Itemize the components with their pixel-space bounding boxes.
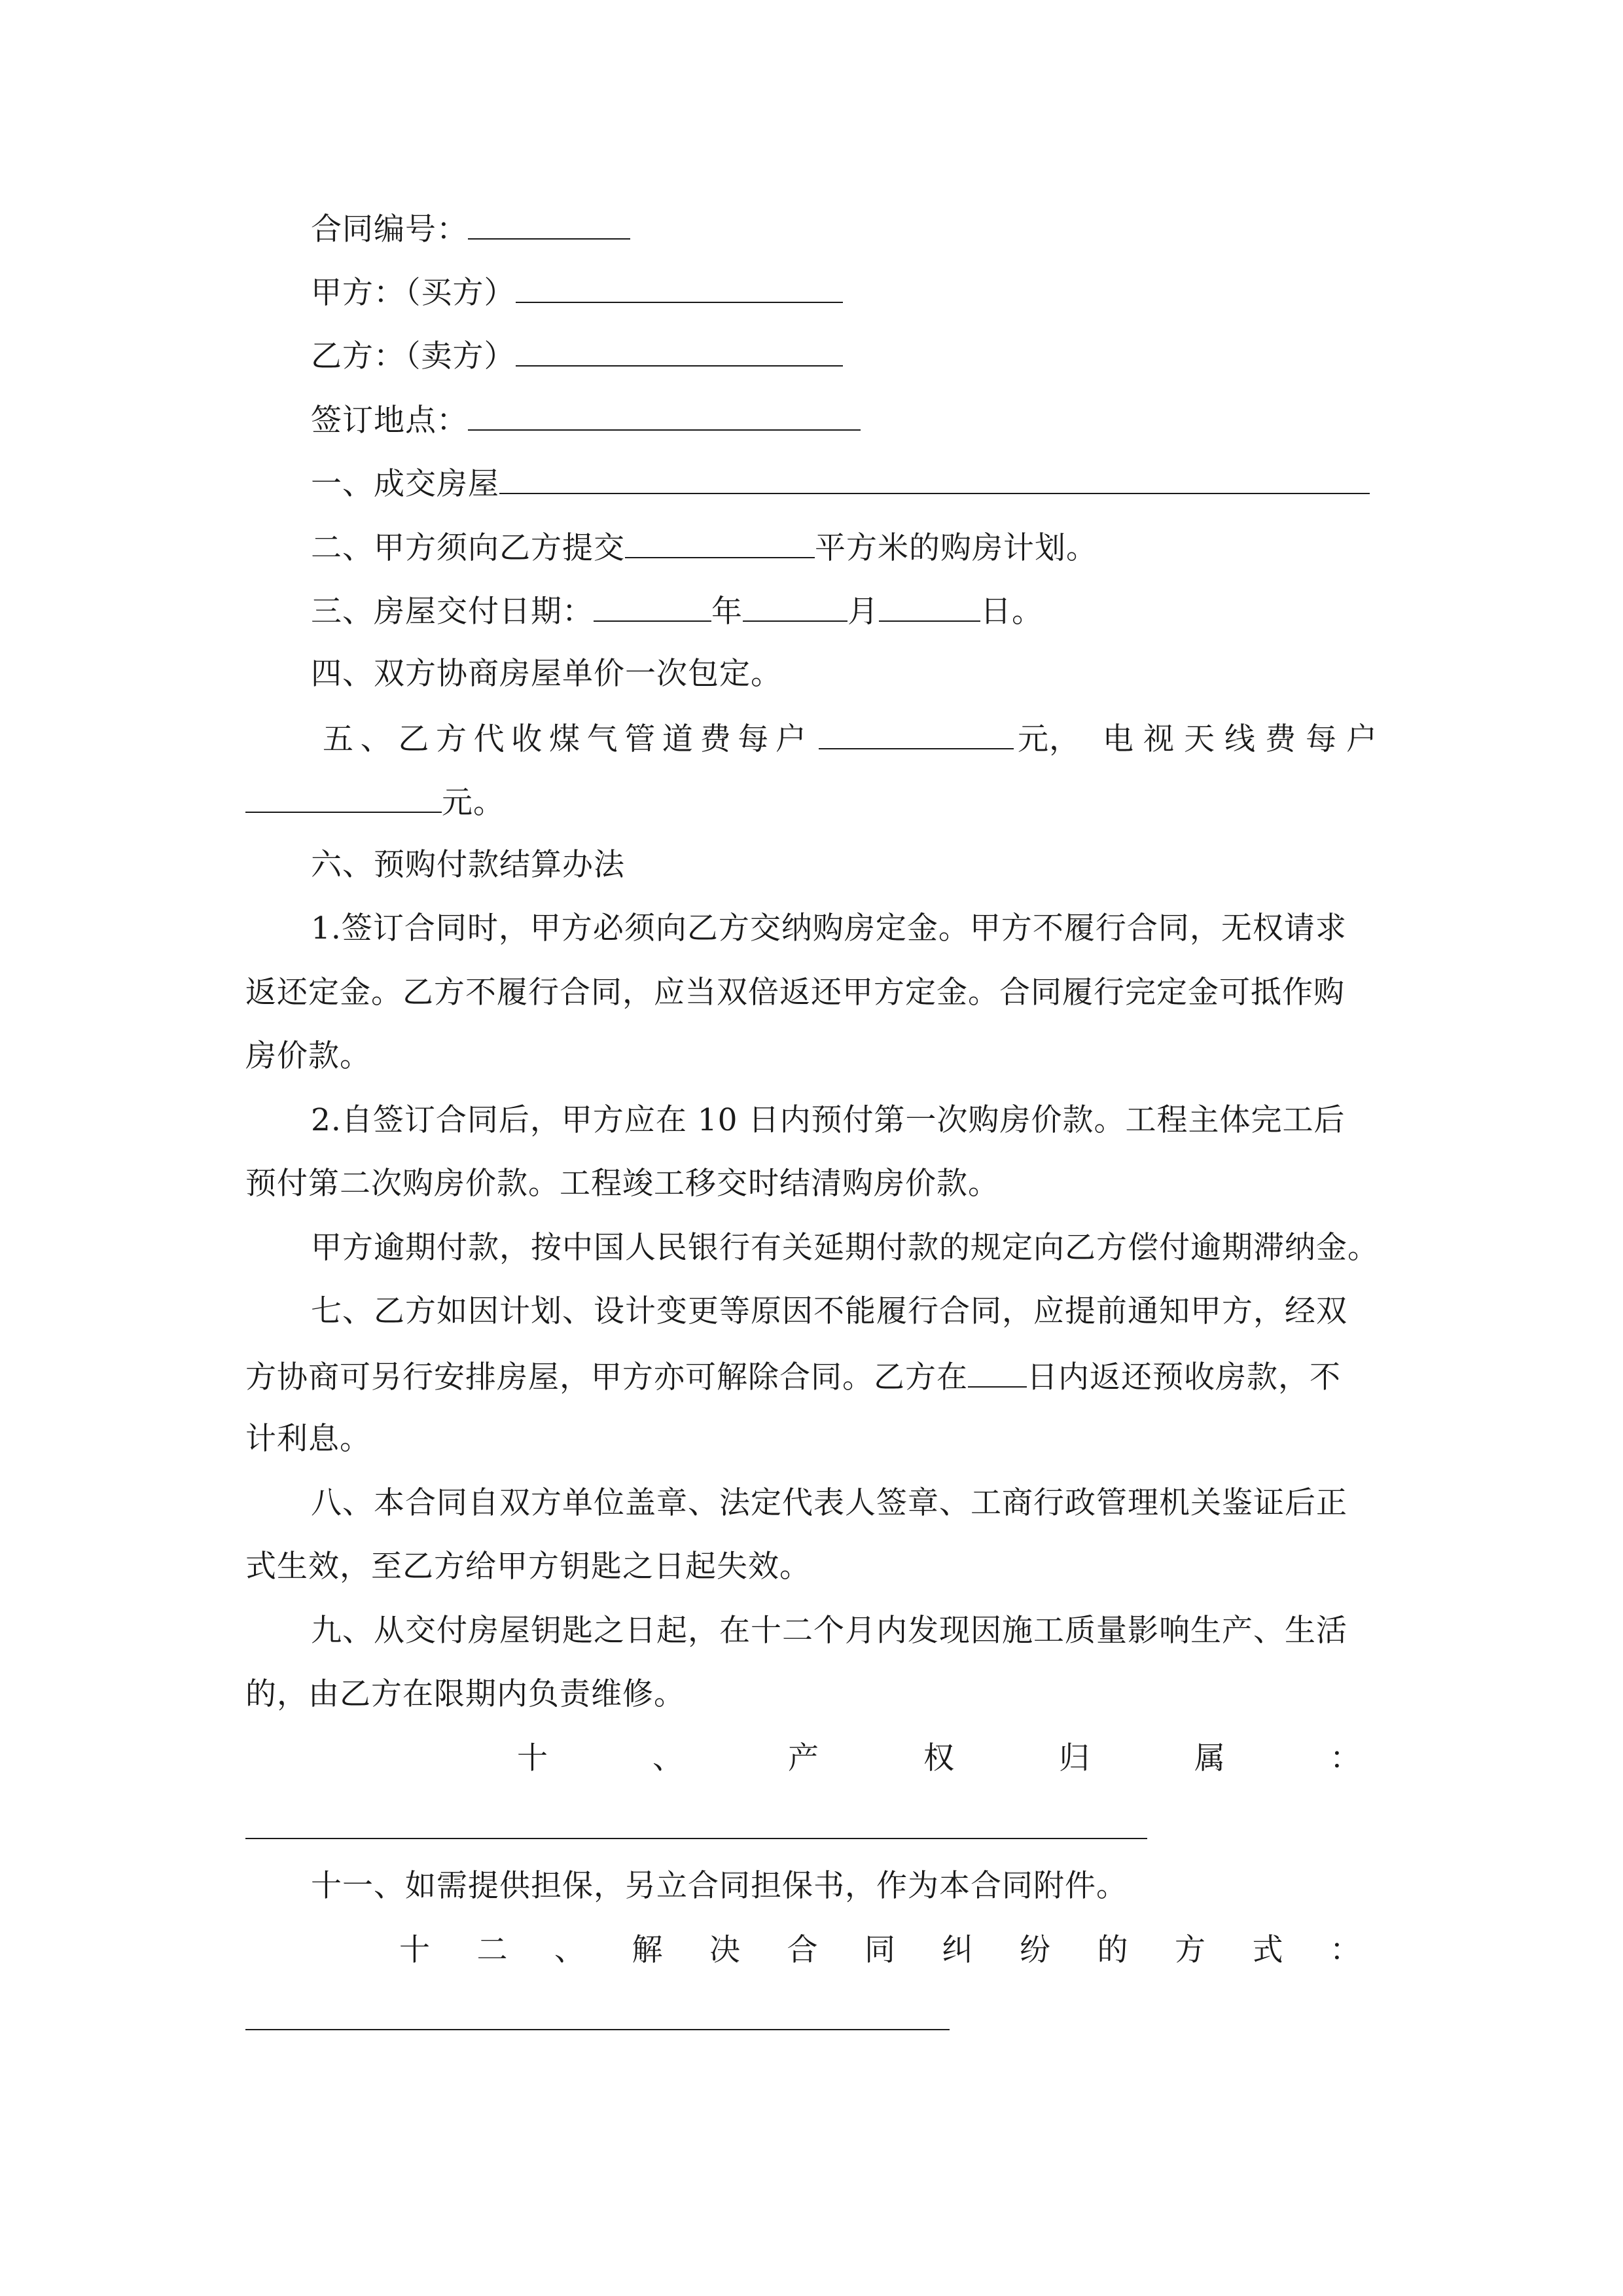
month-field[interactable] — [743, 590, 847, 622]
party-b-label: 乙方：（卖方） — [311, 338, 516, 374]
clause-1 — [311, 463, 1378, 504]
contract-number-field[interactable] — [468, 208, 630, 240]
clause-4-text: 四、双方协商房屋单价一次包定。 — [311, 656, 782, 692]
clause-5-line-1 — [323, 718, 1378, 759]
day-field[interactable] — [879, 590, 980, 622]
party-b-line — [311, 335, 1378, 376]
clause-7-line-2: 方协商可另行安排房屋，甲方亦可解除合同。乙方在 日内返还预收房款，不 — [245, 1356, 1378, 1397]
signing-place-line — [311, 399, 1378, 440]
clause-6-2-line-1: 2.自签订合同后，甲方应在 10 日内预付第一次购房价款。工程主体完工后 — [311, 1102, 1346, 1138]
clause-6-title: 六、预购付款结算办法 — [311, 847, 625, 883]
clause-3-text: 三、房屋交付日期： — [311, 594, 594, 630]
party-a-line — [311, 272, 1378, 313]
clause-5-line-2 — [245, 781, 1378, 823]
gas-fee-field[interactable] — [819, 718, 1014, 749]
clause-6-1-line-1: 1.签订合同时，甲方必须向乙方交纳购房定金。甲方不履行合同，无权请求 — [311, 910, 1347, 946]
clause-10-title: 十 、 产 权 归 属 ： — [517, 1740, 1361, 1776]
signing-place-field[interactable] — [468, 399, 861, 431]
clause-8-line-1: 八、本合同自双方单位盖章、法定代表人签章、工商行政管理机关鉴证后正 — [311, 1485, 1347, 1521]
signing-place-label: 签订地点： — [311, 403, 468, 439]
dispute-resolution-field[interactable] — [245, 2029, 950, 2030]
clause-7-line-1: 七、乙方如因计划、设计变更等原因不能履行合同，应提前通知甲方，经双 — [311, 1293, 1347, 1329]
clause-6-3: 甲方逾期付款，按中国人民银行有关延期付款的规定向乙方偿付逾期滞纳金。 — [311, 1230, 1379, 1266]
clause-6-1-line-3: 房价款。 — [245, 1038, 371, 1074]
contract-number-line — [311, 208, 1378, 249]
party-a-field[interactable] — [516, 272, 843, 303]
clause-11: 十一、如需提供担保，另立合同担保书，作为本合同附件。 — [311, 1868, 1128, 1904]
tv-fee-field[interactable] — [245, 781, 442, 813]
day-label: 日。 — [980, 594, 1043, 630]
party-a-label: 甲方：（买方） — [311, 275, 516, 311]
clause-7-line-3: 计利息。 — [245, 1421, 371, 1457]
clause-4 — [311, 655, 1378, 694]
clause-5-text-a: 五 、 乙 方 代 收 煤 气 管 道 费 每 户 — [323, 721, 807, 757]
clause-2-text-b: 平方米的购房计划。 — [815, 530, 1097, 566]
clause-6-2-line-2: 预付第二次购房价款。工程竣工移交时结清购房价款。 — [245, 1166, 999, 1202]
party-b-field[interactable] — [516, 335, 843, 367]
year-field[interactable] — [594, 590, 711, 622]
contract-number-label: 合同编号： — [311, 211, 468, 247]
clause-9-line-1: 九、从交付房屋钥匙之日起，在十二个月内发现因施工质量影响生产、生活 — [311, 1613, 1347, 1649]
clause-12-title: 十 二 、 解 决 合 同 纠 纷 的 方 式 ： — [399, 1932, 1361, 1968]
clause-8-line-2: 式生效，至乙方给甲方钥匙之日起失效。 — [245, 1549, 811, 1585]
clause-2 — [311, 527, 1378, 568]
clause-2-text-a: 二、甲方须向乙方提交 — [311, 530, 625, 566]
month-label: 月 — [847, 594, 879, 630]
ownership-field[interactable] — [245, 1838, 1147, 1839]
clause-9-line-2: 的，由乙方在限期内负责维修。 — [245, 1676, 685, 1712]
clause-5-unit-b: 元。 — [442, 785, 505, 821]
area-field[interactable] — [625, 527, 815, 558]
year-label: 年 — [711, 594, 743, 630]
clause-1-text: 一、成交房屋 — [311, 466, 499, 502]
clause-5-unit-a: 元， — [1018, 721, 1080, 757]
property-field[interactable] — [499, 463, 1370, 494]
refund-days-field[interactable] — [968, 1356, 1027, 1388]
clause-6-1-line-2: 返还定金。乙方不履行合同，应当双倍返还甲方定金。合同履行完定金可抵作购 — [245, 975, 1345, 1011]
clause-5-text-b: 电 视 天 线 费 每 户 — [1103, 721, 1378, 757]
clause-3 — [311, 590, 1378, 632]
